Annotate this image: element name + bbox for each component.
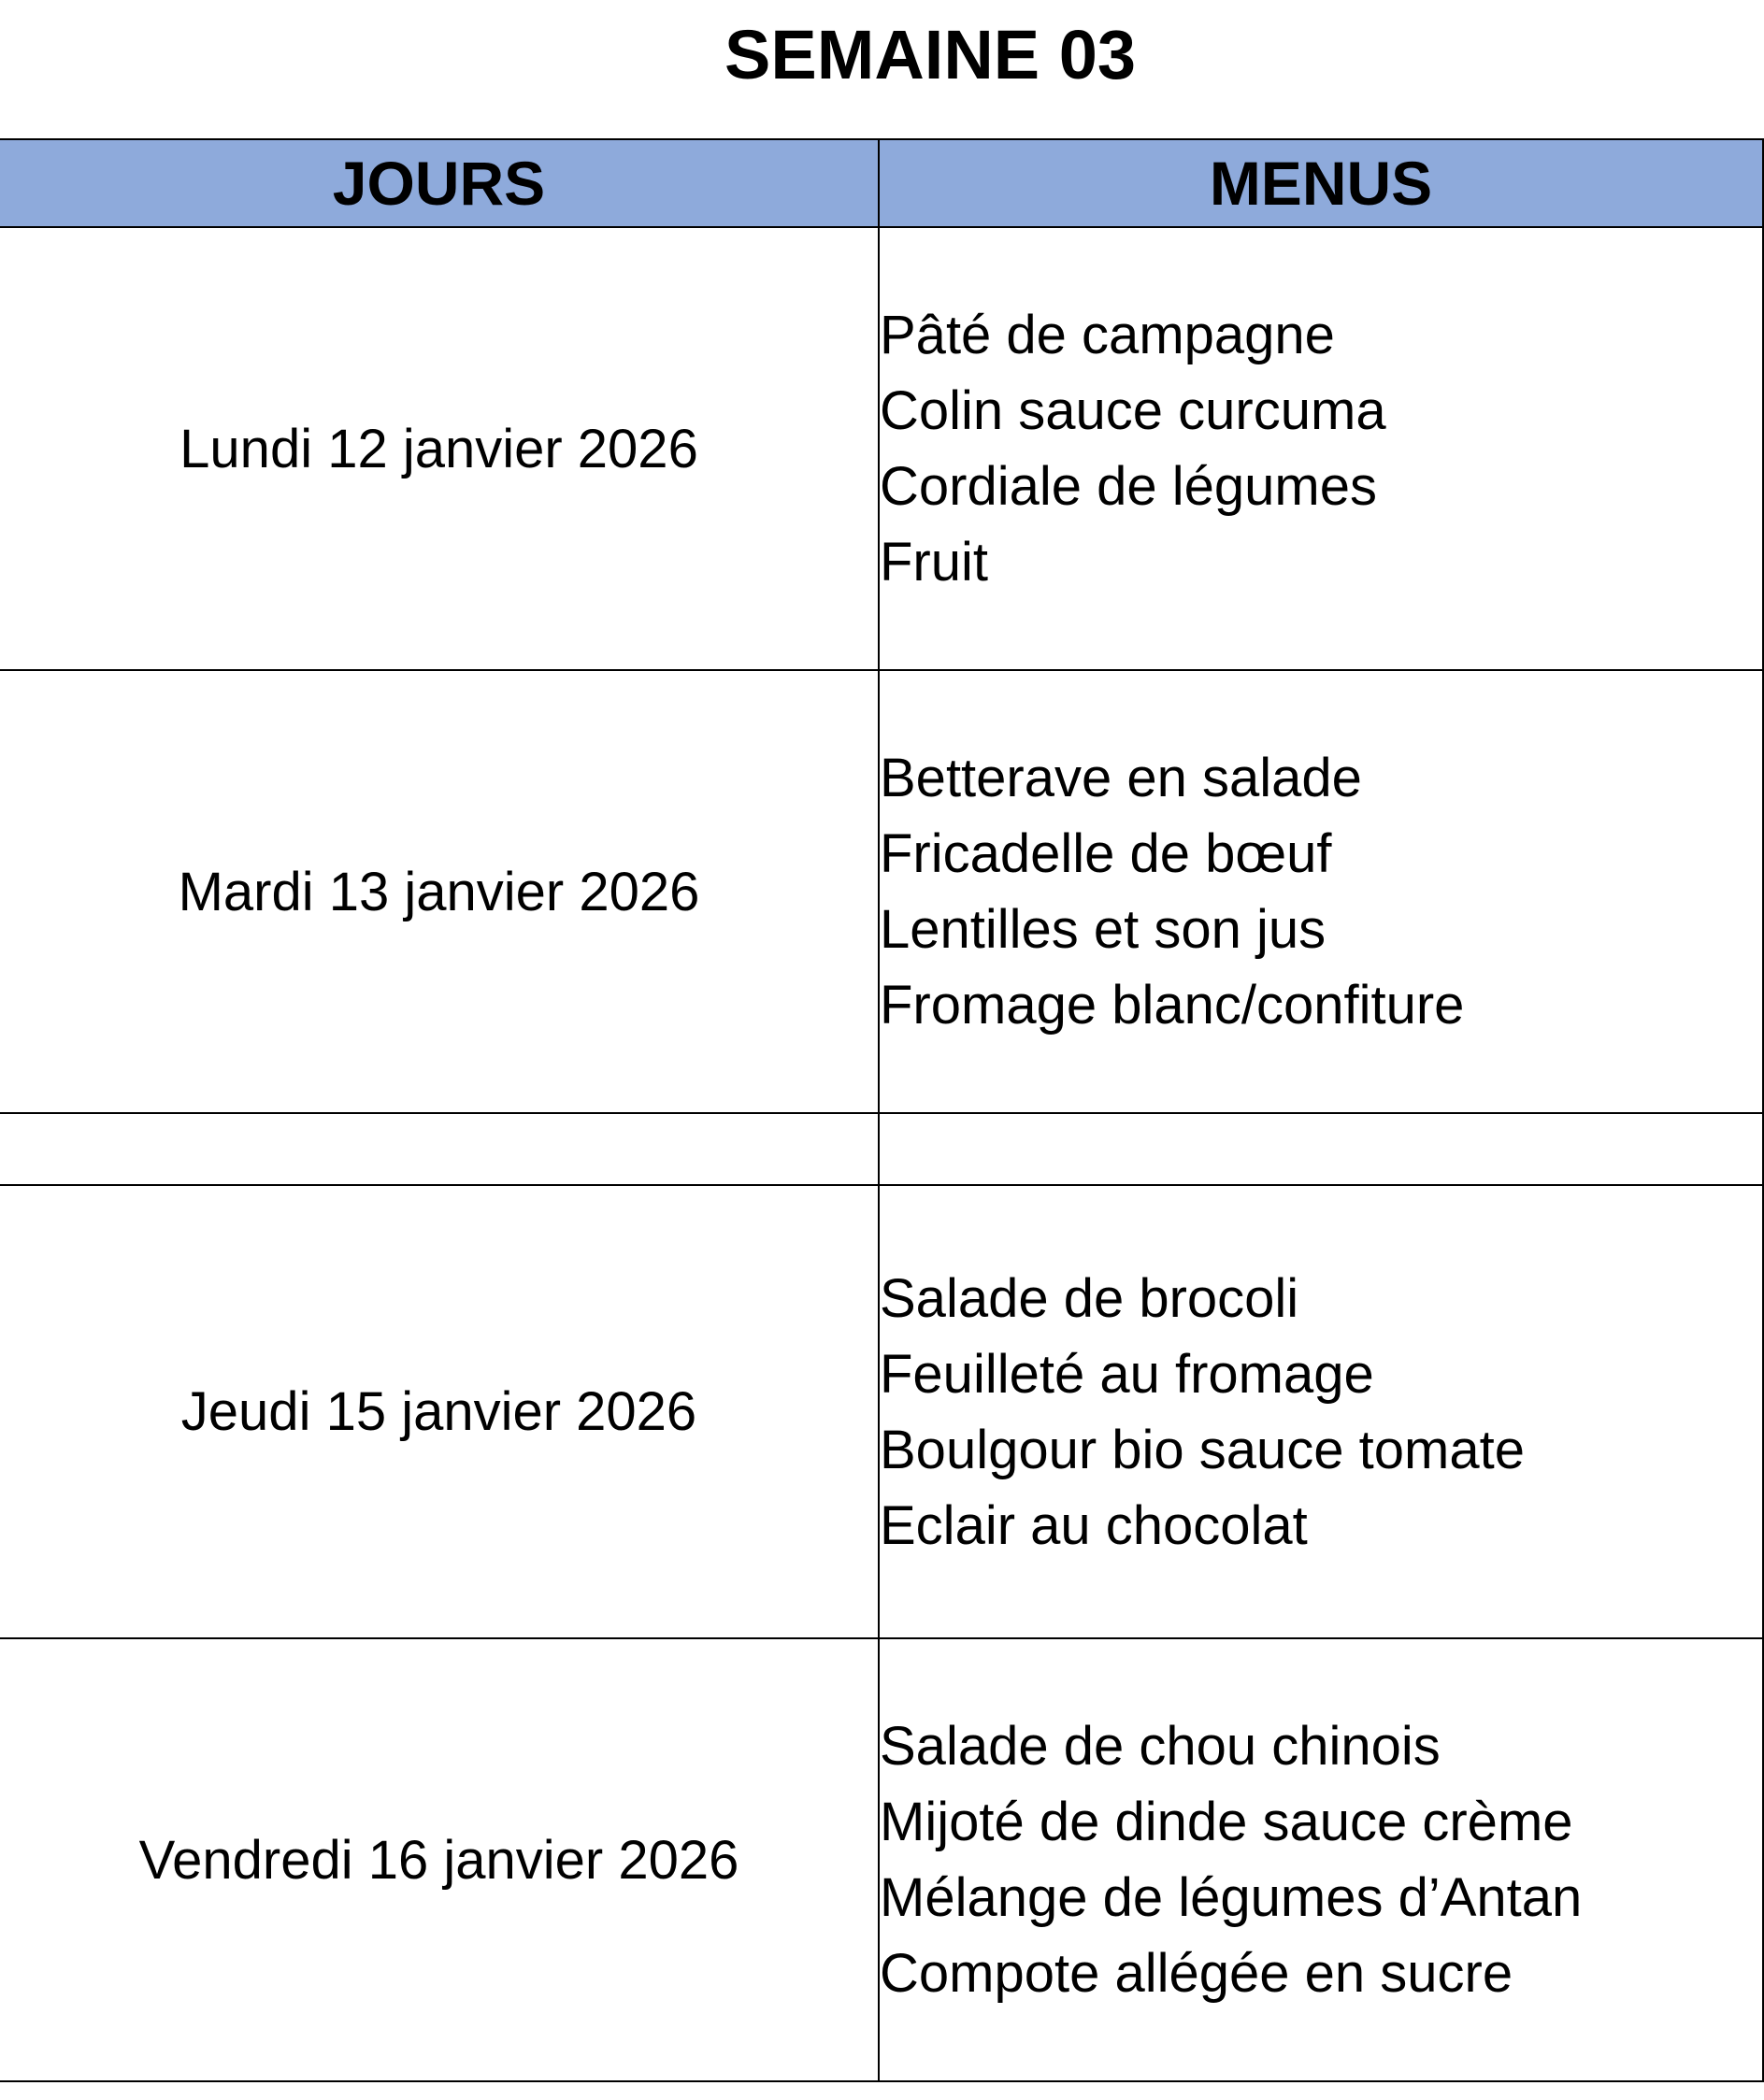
menu-table [0, 138, 1764, 2082]
menu-item: Fricadelle de bœuf [880, 823, 1332, 884]
menu-item: Compote allégée en sucre [880, 1943, 1513, 2004]
menu-item: Eclair au chocolat [880, 1494, 1308, 1556]
menu-cell [879, 1638, 1763, 2081]
menu-item: Salade de brocoli [880, 1267, 1299, 1329]
menu-item: Pâté de campagne [880, 305, 1335, 365]
menu-cell [879, 670, 1763, 1113]
column-header-days: JOURS [0, 139, 879, 227]
table-row [0, 227, 1763, 670]
column-header-menus: MENUS [879, 139, 1763, 227]
day-cell: Jeudi 15 janvier 2026 [0, 1185, 879, 1638]
day-cell: Mardi 13 janvier 2026 [0, 670, 879, 1113]
menu-cell [879, 227, 1763, 670]
menu-item: Boulgour bio sauce tomate [880, 1419, 1525, 1480]
page-title: SEMAINE 03 [724, 16, 1137, 93]
menu-item: Lentilles et son jus [880, 899, 1327, 960]
menu-item: Fruit [880, 532, 988, 593]
table-row [0, 1638, 1763, 2081]
menu-item: Mélange de légumes d’Antan [880, 1867, 1583, 1928]
menu-item: Cordiale de légumes [880, 456, 1377, 517]
menu-item: Fromage blanc/confiture [880, 975, 1465, 1036]
empty-row [0, 1113, 1763, 1185]
menu-cell-empty [879, 1113, 1763, 1185]
day-cell: Vendredi 16 janvier 2026 [0, 1638, 879, 2081]
day-cell: Lundi 12 janvier 2026 [0, 227, 879, 670]
day-cell-empty [0, 1113, 879, 1185]
table-header-row [0, 139, 1763, 227]
menu-item: Mijoté de dinde sauce crème [880, 1792, 1573, 1852]
menu-item: Colin sauce curcuma [880, 380, 1386, 441]
table-row [0, 670, 1763, 1113]
menu-item: Feuilleté au fromage [880, 1343, 1374, 1405]
menu-item: Betterave en salade [880, 748, 1362, 808]
menu-cell [879, 1185, 1763, 1638]
table-row [0, 1185, 1763, 1638]
menu-item: Salade de chou chinois [880, 1716, 1441, 1777]
